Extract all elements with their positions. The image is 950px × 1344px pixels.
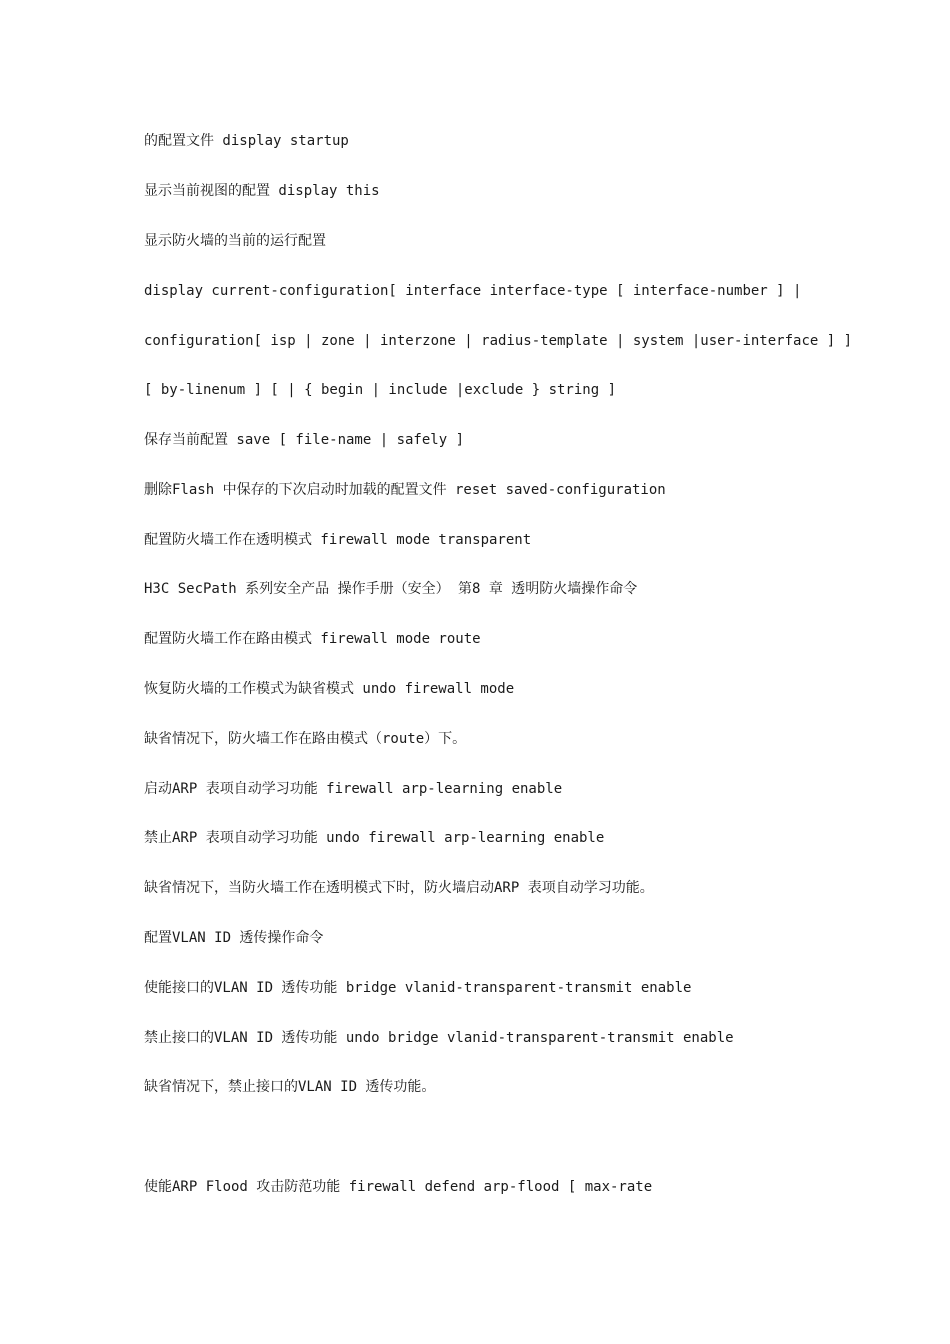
- text-line-firewall-mode-transparent: 配置防火墙工作在透明模式 firewall mode transparent: [144, 532, 532, 548]
- text-line-reset-saved-configuration: 删除Flash 中保存的下次启动时加载的配置文件 reset saved-configuration: [144, 482, 666, 498]
- text-line-display-startup: 的配置文件 display startup: [144, 133, 349, 149]
- text-line-manual-header: H3C SecPath 系列安全产品 操作手册（安全） 第8 章 透明防火墙操作命令: [144, 581, 638, 597]
- text-line-firewall-mode-route: 配置防火墙工作在路由模式 firewall mode route: [144, 631, 481, 647]
- text-line-configuration-options: configuration[ isp | zone | interzone | radius-template | system |user-interface ] ]: [144, 333, 853, 349]
- text-line-default-arp-learning: 缺省情况下，当防火墙工作在透明模式下时，防火墙启动ARP 表项自动学习功能。: [144, 880, 654, 896]
- text-line-bridge-vlanid-enable: 使能接口的VLAN ID 透传功能 bridge vlanid-transparent-transmit enable: [144, 980, 692, 996]
- text-line-save: 保存当前配置 save [ file-name | safely ]: [144, 432, 465, 448]
- text-line-arp-flood-defend: 使能ARP Flood 攻击防范功能 firewall defend arp-flood [ max-rate: [144, 1179, 653, 1195]
- text-line-default-vlanid: 缺省情况下，禁止接口的VLAN ID 透传功能。: [144, 1079, 436, 1095]
- text-line-default-route-mode: 缺省情况下，防火墙工作在路由模式（route）下。: [144, 731, 467, 747]
- text-line-arp-learning-enable: 启动ARP 表项自动学习功能 firewall arp-learning enable: [144, 781, 563, 797]
- text-line-display-current-configuration: display current-configuration[ interface interface-type [ interface-number ] |: [144, 283, 802, 299]
- text-line-display-this: 显示当前视图的配置 display this: [144, 183, 380, 199]
- text-line-vlan-id-heading: 配置VLAN ID 透传操作命令: [144, 930, 324, 946]
- text-line-by-linenum: [ by-linenum ] [ | { begin | include |exclude } string ]: [144, 382, 617, 398]
- text-line-undo-firewall-mode: 恢复防火墙的工作模式为缺省模式 undo firewall mode: [144, 681, 515, 697]
- text-line-undo-arp-learning: 禁止ARP 表项自动学习功能 undo firewall arp-learning enable: [144, 830, 605, 846]
- text-line-running-config-heading: 显示防火墙的当前的运行配置: [144, 233, 326, 249]
- text-line-undo-bridge-vlanid: 禁止接口的VLAN ID 透传功能 undo bridge vlanid-transparent-transmit enable: [144, 1030, 734, 1046]
